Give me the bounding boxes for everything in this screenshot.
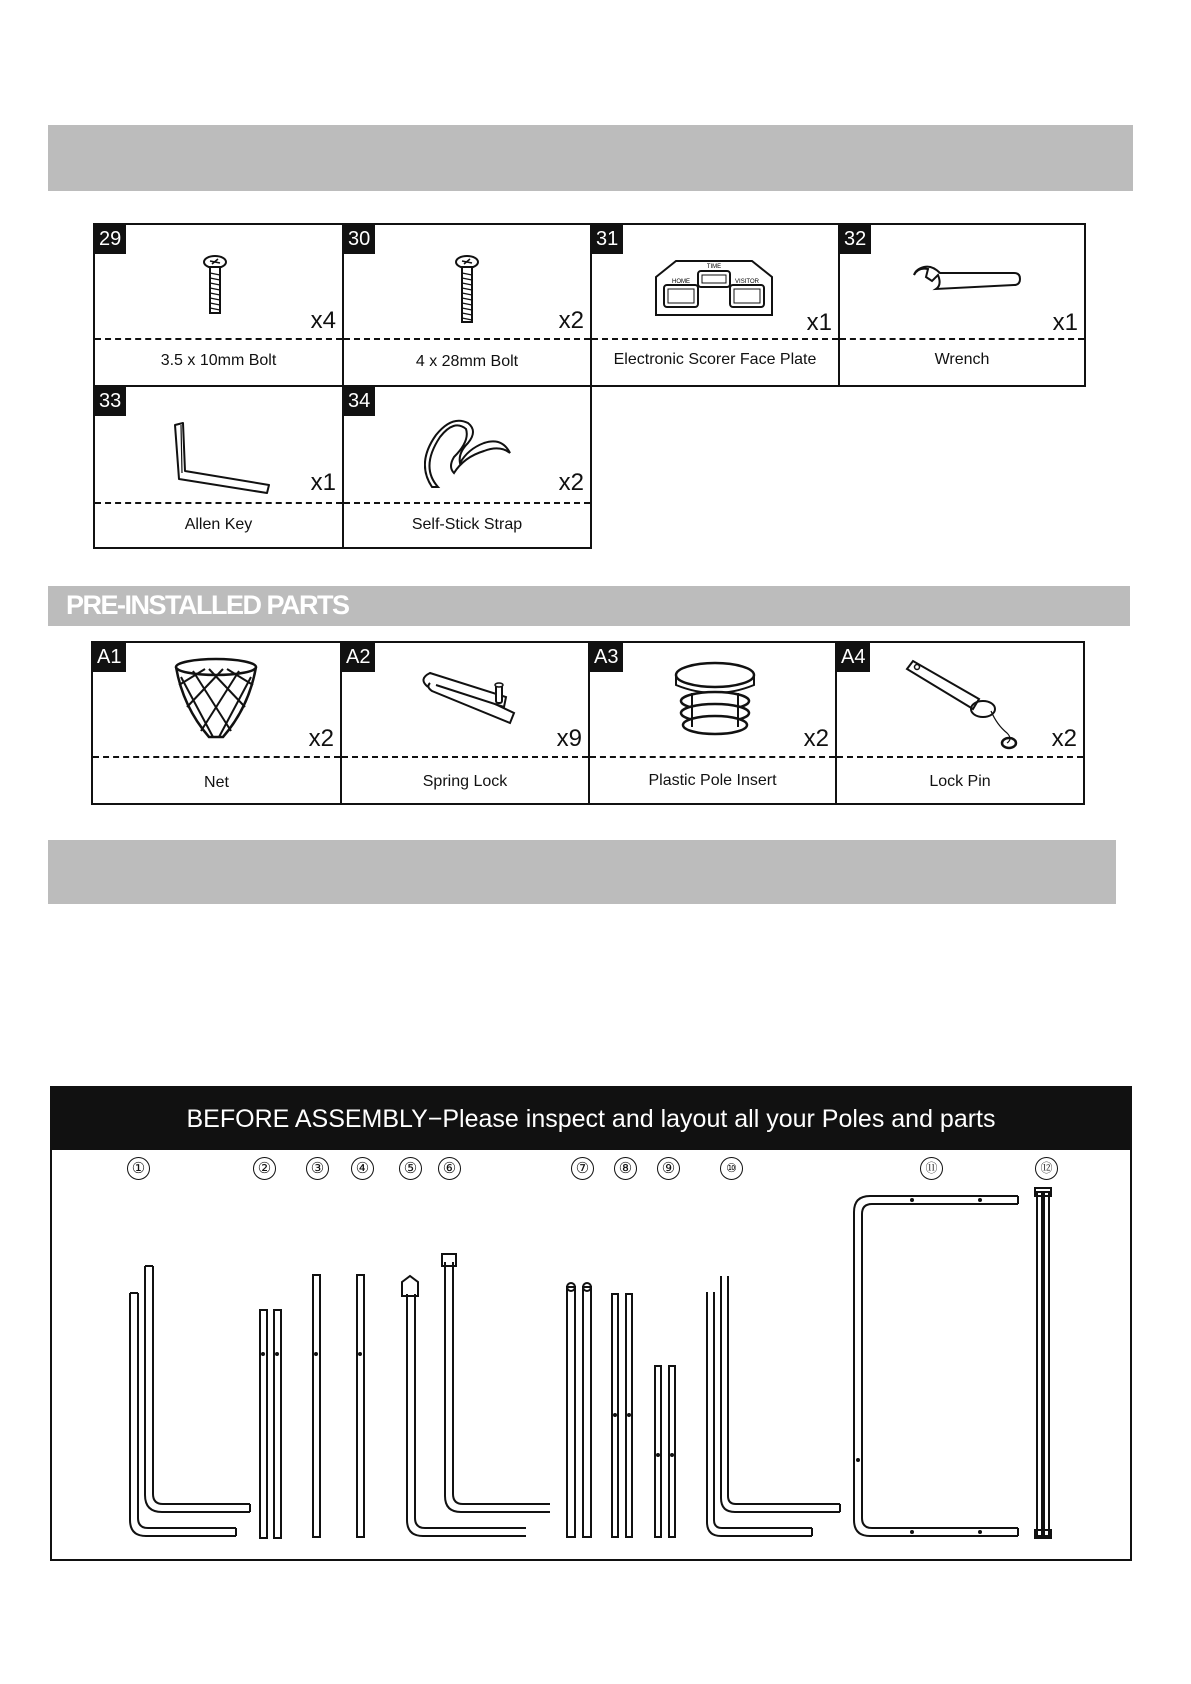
- part-quantity: x9: [556, 725, 582, 752]
- pole-number-12: ⑫: [1035, 1157, 1058, 1180]
- part-number: A2: [342, 643, 375, 672]
- part-quantity: x2: [1051, 725, 1077, 752]
- pole-number-9: ⑨: [657, 1157, 680, 1180]
- pole-11-drawing: [854, 1196, 1018, 1536]
- part-label: Wrench: [934, 351, 990, 368]
- part-number: 31: [592, 225, 623, 254]
- part-number: 32: [840, 225, 871, 254]
- pole-number-8: ⑧: [614, 1157, 637, 1180]
- pole-9-drawing: [655, 1366, 675, 1537]
- part-number: A4: [837, 643, 870, 672]
- pole-4-drawing: [357, 1275, 364, 1537]
- part-quantity: x2: [803, 725, 829, 752]
- pole-5-drawing: [402, 1276, 526, 1536]
- part-label: Allen Key: [184, 516, 253, 533]
- part-label: Self-Stick Strap: [411, 516, 523, 533]
- pole-number-10: ⑩: [720, 1157, 743, 1180]
- part-quantity: x2: [558, 469, 584, 496]
- pole-10-drawing: [707, 1276, 840, 1536]
- part-label: 3.5 x 10mm Bolt: [160, 352, 277, 369]
- scorer-visitor-label: VISITOR: [735, 279, 759, 285]
- part-quantity: x1: [310, 469, 336, 496]
- pole-number-6: ⑥: [438, 1157, 461, 1180]
- pole-number-2: ②: [253, 1157, 276, 1180]
- pole-1-drawing: [130, 1266, 250, 1536]
- part-label: Spring Lock: [422, 773, 508, 790]
- part-number: A1: [93, 643, 126, 672]
- part-label: 4 x 28mm Bolt: [415, 353, 519, 370]
- pole-number-11: ⑪: [920, 1157, 943, 1180]
- part-label: Plastic Pole Insert: [648, 772, 777, 789]
- scorer-time-label: TIME: [706, 264, 722, 270]
- part-label: Lock Pin: [929, 773, 991, 790]
- part-number: A3: [590, 643, 623, 672]
- part-label: Electronic Scorer Face Plate: [613, 351, 817, 368]
- part-number: 33: [95, 387, 126, 416]
- pole-6-drawing: [442, 1254, 550, 1512]
- pole-7-drawing: [567, 1283, 591, 1537]
- part-number: 34: [344, 387, 375, 416]
- part-quantity: x4: [310, 307, 336, 334]
- part-number: 30: [344, 225, 375, 254]
- pole-number-5: ⑤: [399, 1157, 422, 1180]
- pole-number-7: ⑦: [571, 1157, 594, 1180]
- part-quantity: x2: [558, 307, 584, 334]
- before-assembly-title: BEFORE ASSEMBLY−Please inspect and layout all your Poles and parts: [52, 1088, 1130, 1150]
- part-label: Net: [204, 774, 229, 791]
- pole-12-drawing: [1035, 1188, 1051, 1538]
- pole-3-drawing: [313, 1275, 320, 1537]
- pole-number-3: ③: [306, 1157, 329, 1180]
- section-title: PRE-INSTALLED PARTS: [66, 590, 349, 620]
- pole-number-4: ④: [351, 1157, 374, 1180]
- part-quantity: x2: [308, 725, 334, 752]
- pole-number-1: ①: [127, 1157, 150, 1180]
- part-quantity: x1: [806, 309, 832, 336]
- pole-2-drawing: [260, 1310, 281, 1538]
- part-quantity: x1: [1052, 309, 1078, 336]
- scorer-home-label: HOME: [672, 279, 690, 285]
- part-number: 29: [95, 225, 126, 254]
